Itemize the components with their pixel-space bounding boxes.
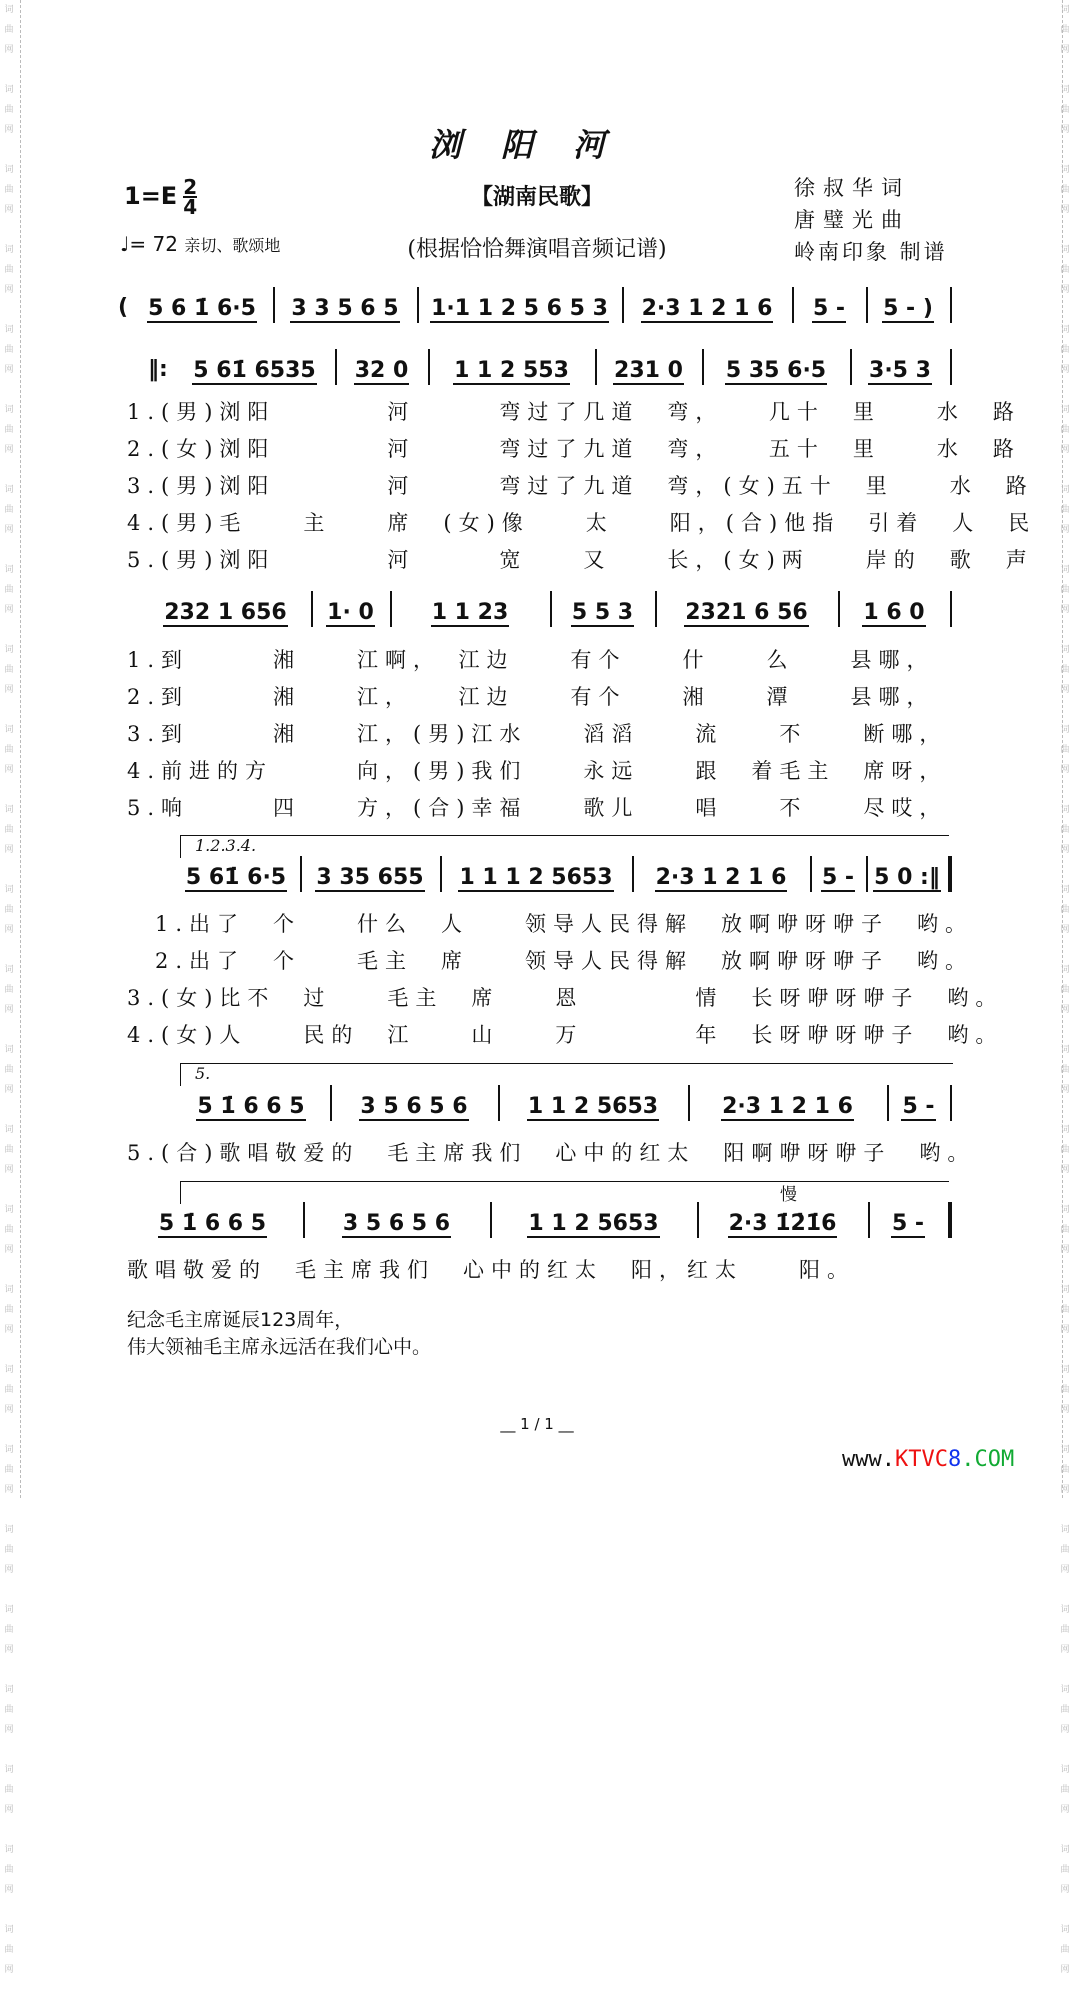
measure-notes: 1·1 1 2 5 6 5 3 <box>431 295 608 321</box>
measure <box>601 357 696 387</box>
final-barline <box>948 856 952 892</box>
measure-notes: 5 - <box>902 1093 935 1119</box>
lyricist: 徐叔华词 <box>794 176 910 200</box>
composer: 唐璧光曲 <box>794 208 910 232</box>
barline <box>417 287 419 323</box>
final-barline <box>948 1202 952 1238</box>
measure-notes: 5 - <box>812 295 846 321</box>
measure <box>708 357 844 387</box>
measure-notes: 231 0 <box>614 357 683 383</box>
measure-notes: 5 - <box>821 864 855 890</box>
footer-note-1: 纪念毛主席诞辰123周年， <box>127 1309 354 1331</box>
barline <box>697 1202 699 1238</box>
measure <box>336 1093 492 1123</box>
site-logo <box>842 1447 1014 1472</box>
right-watermark: 词 曲 网 词 曲 网 词 曲 网 词 曲 网 词 曲 网 词 曲 网 词 曲 网 词 曲 网 词 曲 网 词 曲 网 词 曲 网 词 曲 网 词 曲 网 词 曲 网 词 曲 网 词 曲 网 词 曲 网 词 曲 网 词 曲 网 词 曲 网 词 曲 网 词 曲 网 词 曲 网 词 曲 网 词 曲 网 <box>1060 5 1070 1975</box>
lyric-line: 2.出了 个 毛主 席 领导人民得解 放啊咿呀咿子 哟。 <box>127 949 974 973</box>
measure-notes: 32 0 <box>354 357 409 383</box>
lyric-line: 3.到 湘 江，(男)江水 滔滔 流 不 断哪， <box>127 722 948 746</box>
measure <box>306 864 434 894</box>
barline <box>792 287 794 323</box>
measure-notes: 5 - <box>891 1210 925 1236</box>
time-bottom: 4 <box>183 195 198 219</box>
barline <box>550 591 552 627</box>
barline <box>887 1085 889 1121</box>
measure-notes: 1 1 2 553 <box>454 357 569 383</box>
measure-notes: 5 6 1̇ 6·5 <box>148 295 256 321</box>
measure <box>434 357 589 387</box>
measure-notes: 2·3 1 2 1 6 <box>641 295 773 321</box>
lyric-line: 4.(男)毛 主 席 (女)像 太 阳，(合)他指 引着 人 民 <box>127 511 1037 535</box>
page-number-text: 1 / 1 <box>520 1415 554 1433</box>
measure-notes: 2·3 1 2 1 6 <box>655 864 787 890</box>
measure-notes: 5 61̇ 6·5 <box>185 864 287 890</box>
volta-bracket <box>180 1181 949 1204</box>
barline <box>866 287 868 323</box>
page-number: __ 1 / 1 __ <box>500 1415 574 1433</box>
volta-label: 5. <box>195 1064 211 1083</box>
barline <box>868 1202 870 1238</box>
score-system <box>0 1093 1074 1123</box>
lyric-line: 1.(男)浏阳 河 弯过了几道 弯， 几十 里 水 路 <box>127 400 1021 424</box>
measure <box>816 864 860 894</box>
barline <box>595 349 597 385</box>
volta-bracket <box>180 835 949 858</box>
measure <box>798 295 860 325</box>
barline <box>273 287 275 323</box>
measure-notes: 3·5 3 <box>869 357 931 383</box>
footer-note-2: 伟大领袖毛主席永远活在我们心中。 <box>127 1336 432 1358</box>
measure <box>178 864 294 894</box>
barline <box>490 1202 492 1238</box>
system-prefix: ( <box>118 295 129 320</box>
measure-notes: 1· 0 <box>327 599 374 625</box>
barline <box>330 1085 332 1121</box>
score-system <box>0 357 1074 387</box>
measure-notes: 5 35 6·5 <box>725 357 827 383</box>
barline <box>303 1202 305 1238</box>
barline <box>390 591 392 627</box>
barline <box>335 349 337 385</box>
measure <box>137 295 267 325</box>
lyric-line: 1.到 湘 江啊， 江边 有个 什 么 县哪， <box>127 648 935 672</box>
left-watermark: 词 曲 网 词 曲 网 词 曲 网 词 曲 网 词 曲 网 词 曲 网 词 曲 网 词 曲 网 词 曲 网 词 曲 网 词 曲 网 词 曲 网 词 曲 网 词 曲 网 词 曲 网 词 曲 网 词 曲 网 词 曲 网 词 曲 网 词 曲 网 词 曲 网 词 曲 网 词 曲 网 词 曲 网 词 曲 网 <box>4 5 14 1975</box>
measure-notes: 2321 6 56 <box>685 599 808 625</box>
measure <box>844 599 944 629</box>
barline <box>632 856 634 892</box>
measure-notes: 3 5 6 5 6 <box>360 1093 468 1119</box>
lyric-line: 5.(男)浏阳 河 宽 又 长，(女)两 岸的 歌 声 <box>127 548 1034 572</box>
genre: 【湖南民歌】 <box>470 184 603 210</box>
barline <box>950 349 952 385</box>
measure <box>180 357 329 387</box>
system-prefix: ‖: <box>148 357 168 382</box>
site-eight: 8 <box>947 1447 962 1472</box>
measure <box>496 1210 691 1240</box>
barline <box>300 856 302 892</box>
barline <box>655 591 657 627</box>
measure <box>638 864 804 894</box>
score-system <box>0 864 1074 894</box>
lyric-line: 3.(女)比不 过 毛主 席 恩 情 长呀咿呀咿子 哟。 <box>127 986 1004 1010</box>
barline <box>688 1085 690 1121</box>
barline <box>838 591 840 627</box>
measure <box>856 357 944 387</box>
lyric-line: 1.出了 个 什么 人 领导人民得解 放啊咿呀咿子 哟。 <box>127 912 974 936</box>
measure-notes: 5 - ) <box>883 295 933 321</box>
score-system <box>0 1210 1074 1240</box>
lyric-line: 5.响 四 方，(合)幸福 歌儿 唱 不 尽哎， <box>127 796 948 820</box>
transcriber: 岭南印象 制谱 <box>794 240 948 264</box>
barline <box>622 287 624 323</box>
barline <box>866 856 868 892</box>
volta-bracket <box>180 1063 953 1086</box>
measure-notes: 2·3 1 2 1 6 <box>722 1093 853 1119</box>
barline <box>311 591 313 627</box>
measure <box>446 864 626 894</box>
measure <box>396 599 544 629</box>
measure <box>874 1210 942 1240</box>
lyric-line: 3.(男)浏阳 河 弯过了九道 弯，(女)五十 里 水 路 <box>127 474 1034 498</box>
key-label: 1=E <box>124 182 178 210</box>
barline <box>950 287 952 323</box>
time-top: 2 <box>183 175 198 199</box>
measure <box>309 1210 484 1240</box>
measure <box>279 295 411 325</box>
measure-notes: 5 0 :‖ <box>874 864 940 890</box>
barline <box>810 856 812 892</box>
measure-notes: 1 6 0 <box>863 599 925 625</box>
tempo-expression: 亲切、歌颂地 <box>184 236 281 255</box>
measure-notes: 1 1 23 <box>431 599 509 625</box>
measure <box>893 1093 944 1123</box>
measure <box>146 599 305 629</box>
measure <box>628 295 786 325</box>
measure <box>423 295 616 325</box>
site-com: .COM <box>961 1447 1015 1472</box>
measure-notes: 5 5 3 <box>571 599 634 625</box>
measure-notes: 232 1 656 <box>164 599 287 625</box>
measure <box>872 864 942 894</box>
lyric-line: 2.到 湘 江， 江边 有个 湘 潭 县哪， <box>127 685 935 709</box>
measure <box>872 295 944 325</box>
measure <box>556 599 649 629</box>
measure-notes: 1 1 2 5653 <box>528 1210 659 1236</box>
measure-notes: 1 1 2 5653 <box>527 1093 659 1119</box>
measure-notes: 1 1 1 2 5653 <box>459 864 613 890</box>
lyric-line: 4.(女)人 民的 江 山 万 年 长呀咿呀咿子 哟。 <box>127 1023 1004 1047</box>
barline <box>498 1085 500 1121</box>
measure <box>128 1210 297 1240</box>
measure-notes: 5 61̇ 6535 <box>193 357 316 383</box>
measure-notes: 3 5 6 5 6 <box>342 1210 451 1236</box>
measure <box>178 1093 324 1123</box>
tempo-value: ♩= 72 <box>120 232 178 256</box>
barline <box>702 349 704 385</box>
measure-notes: 3 3 5 6 5 <box>291 295 399 321</box>
measure <box>703 1210 862 1240</box>
measure <box>317 599 384 629</box>
score-system <box>0 295 1074 325</box>
barline <box>428 349 430 385</box>
tempo-mark: 慢 <box>780 1185 797 1205</box>
barline <box>440 856 442 892</box>
measure <box>504 1093 682 1123</box>
site-ktv: KTVC <box>894 1447 948 1472</box>
volta-label: 1.2.3.4. <box>195 836 257 855</box>
lyric-line: 4.前进的方 向，(男)我们 永远 跟 着毛主 席呀， <box>127 759 948 783</box>
source-note: (根据恰恰舞演唱音频记谱) <box>407 237 667 262</box>
measure-notes: 5 1̇ 6 6 5 <box>158 1210 267 1236</box>
measure-notes: 5 1̇ 6 6 5 <box>197 1093 305 1119</box>
site-www: www. <box>842 1447 895 1472</box>
song-title: 浏阳河 <box>428 126 645 164</box>
lyric-line: 5.(合)歌唱敬爱的 毛主席我们 心中的红太 阳啊咿呀咿子 哟。 <box>127 1141 976 1165</box>
score-system <box>0 599 1074 629</box>
measure-notes: 2·3 1̇2̇1̇6 <box>728 1210 837 1236</box>
lyric-line: 2.(女)浏阳 河 弯过了九道 弯， 五十 里 水 路 <box>127 437 1021 461</box>
lyric-line: 歌唱敬爱的 毛主席我们 心中的红太 阳，红太 阳。 <box>127 1258 855 1282</box>
barline <box>850 349 852 385</box>
barline <box>950 591 952 627</box>
measure <box>341 357 422 387</box>
measure <box>661 599 832 629</box>
barline <box>950 1085 952 1121</box>
measure-notes: 3 35 655 <box>316 864 424 890</box>
measure <box>694 1093 881 1123</box>
